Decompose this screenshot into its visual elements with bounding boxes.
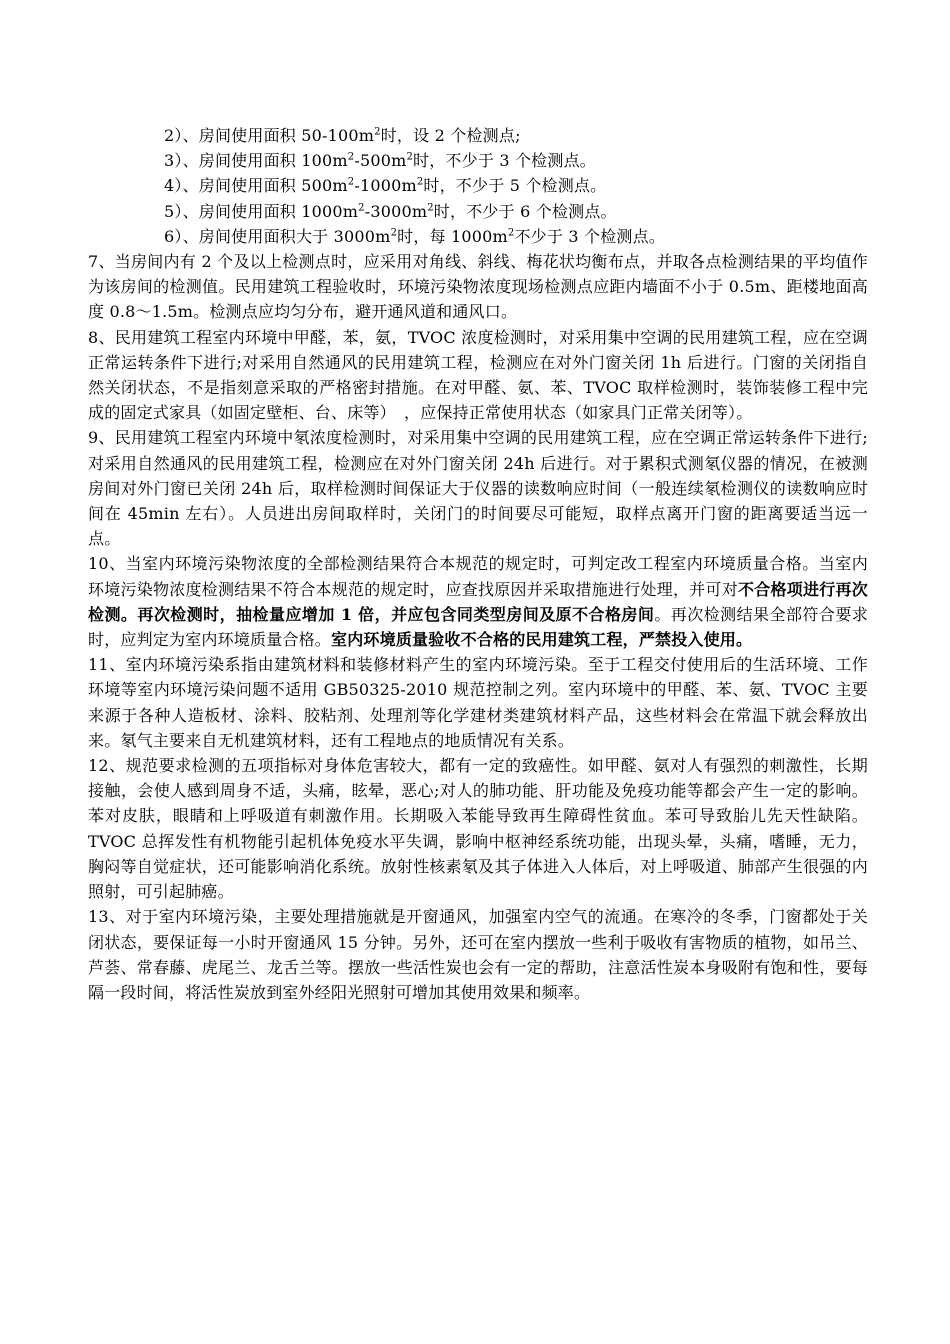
superscript: 2 [347,151,355,163]
superscript: 2 [347,177,355,189]
superscript: 2 [374,126,381,138]
paragraph-text: 。再次检测结果全部符合要求时，应判定为室内环境质量合格。 [88,604,868,650]
paragraph-text: 10、当室内环境污染物浓度的全部检测结果符合本规范的规定时，可判定改工程室内环境质量合格。当室内环境污染物浓度检测结果不符合本规范的规定时，应查找原因并采取措施进行处理，并可对 [88,554,868,599]
list-item-text: 时，设 2 个检测点; [380,126,521,145]
list-item-text: 6）、房间使用面积大于 3000m [164,226,391,246]
list-item-text: 3）、房间使用面积 100m [164,151,348,171]
list-item-text: 4）、房间使用面积 500m [164,176,348,196]
paragraph-10 [88,551,868,652]
list-item-text: 时，不少于 3 个检测点。 [413,151,596,171]
list-item-text: 时，每 1000m [397,226,508,246]
list-item-text: -3000m [364,201,428,221]
superscript: 2 [416,177,424,189]
superscript: 2 [427,202,434,214]
paragraph-9: 9、民用建筑工程室内环境中氡浓度检测时，对采用集中空调的民用建筑工程，应在空调正常运转条件下进行;对采用自然通风的民用建筑工程，检测应在对外门窗关闭 24h 后进行。对于累积式测氡仪器的情况，在被测房间对外门窗已关闭 24h 后，取样检测时间保证大于仪器的读数响应时间（一般连续氡检测仪的读数响应时间在 45min 左右）。人员进出房间取样时，关闭门的时间要尽可能短，取样点离开门窗的距离要适当远一点。 [88,428,868,549]
paragraph-11: 11、室内环境污染系指由建筑材料和装修材料产生的室内环境污染。至于工程交付使用后的生活环境、工作环境等室内环境污染问题不适用 GB50325-2010 规范控制之列。室内环境中的甲醛、苯、氨、TVOC 主要来源于各种人造板材、涂料、胶粘剂、处理剂等化学建材类建筑材料产品，这些材料会在常温下就会释放出来。氡气主要来自无机建筑材料，还有工程地点的地质情况有关系。 [88,655,868,750]
paragraph-8: 8、民用建筑工程室内环境中甲醛，苯，氨，TVOC 浓度检测时，对采用集中空调的民用建筑工程，应在空调正常运转条件下进行;对采用自然通风的民用建筑工程，检测应在对外门窗关闭 1h 后进行。门窗的关闭指自然关闭状态，不是指刻意采取的严格密封措施。在对甲醛、氨、苯、TVOC 取样检测时，装饰装修工程中完成的固定式家具（如固定壁柜、台、床等） ，应保持正常使用状态（如家具门正常关闭等）。 [88,327,868,423]
paragraph-13: 13、对于室内环境污染，主要处理措施就是开窗通风，加强室内空气的流通。在寒冷的冬季，门窗都处于关闭状态，要保证每一小时开窗通风 15 分钟。另外，还可在室内摆放一些利于吸收有害物质的植物，如吊兰、芦荟、常春藤、虎尾兰、龙舌兰等。摆放一些活性炭也会有一定的帮助，注意活性炭本身吸附有饱和性，要每隔一段时间，将活性炭放到室外经阳光照射可增加其使用效果和频率。 [88,907,868,1002]
document-page [88,123,868,1005]
superscript: 2 [390,227,398,239]
paragraph-12: 12、规范要求检测的五项指标对身体危害较大，都有一定的致癌性。如甲醛、氨对人有强烈的刺激性，长期接触，会使人感到周身不适，头痛，眩晕，恶心;对人的肺功能、肝功能及免疫功能等都会产生一定的影响。苯对皮肤，眼睛和上呼吸道有刺激作用。长期吸入苯能导致再生障碍性贫血。苯可导致胎儿先天性缺陷。TVOC 总挥发性有机物能引起机体免疫水平失调，影响中枢神经系统功能，出现头晕，头痛，嗜睡，无力，胸闷等自觉症状，还可能影响消化系统。放射性核素氡及其子体进入人体后，对上呼吸道、肺部产生很强的内照射，可引起肺癌。 [88,756,868,902]
bold-emphasis: 室内环境质量验收不合格的民用建筑工程，严禁投入使用。 [331,630,753,650]
list-item-text: 时，不少于 5 个检测点。 [423,176,607,196]
list-item-area-500-1000 [88,173,868,198]
list-item-area-100-500 [88,148,868,173]
list-item-text: -500m [354,151,407,171]
superscript: 2 [358,202,365,214]
list-item-area-over-3000 [88,224,868,249]
superscript: 2 [406,151,414,163]
list-item-text: 2）、房间使用面积 50-100m [164,126,375,145]
list-item-text: 不少于 3 个检测点。 [514,226,666,246]
list-item-text: 5）、房间使用面积 1000m [164,201,359,221]
superscript: 2 [507,227,515,239]
bold-emphasis: 不合格项进行再次检测。再次检测时，抽检量应增加 1 倍，并应包含同类型房间及原不合格房间 [88,579,868,624]
list-item-text: -1000m [354,176,417,196]
list-item-text: 时，不少于 6 个检测点。 [433,201,617,221]
list-item-area-50-100 [88,123,868,148]
paragraph-7: 7、当房间内有 2 个及以上检测点时，应采用对角线、斜线、梅花状均衡布点，并取各点检测结果的平均值作为该房间的检测值。民用建筑工程验收时，环境污染物浓度现场检测点应距内墙面不小于 0.5m、距楼地面高度 0.8～1.5m。检测点应均匀分布，避开通风道和通风口。 [88,252,868,322]
list-item-area-1000-3000 [88,199,868,224]
